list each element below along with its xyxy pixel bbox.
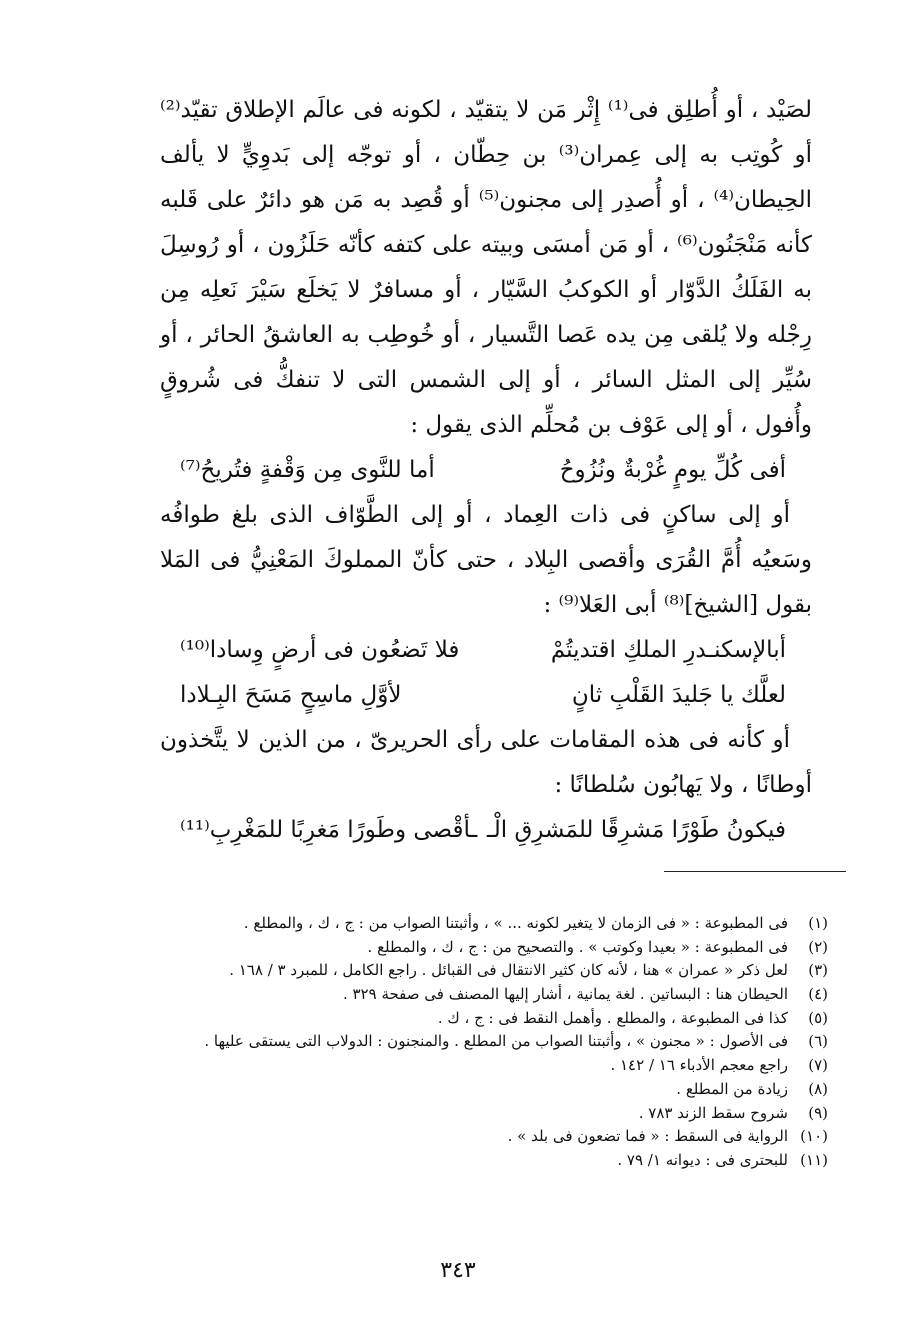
verse-hemistich-left: فلا تَضعُون فى أرضٍ وِسادا⁽¹⁰⁾ bbox=[180, 637, 460, 663]
footnote-text: الحيطان هنا : البساتين . لغة يمانية ، أشار إليها المصنف فى صفحة ٣٢٩ . bbox=[342, 985, 788, 1004]
footnote-text: فى المطبوعة : « بعيدا وكوتب » . والتصحيح من : ج ، ك ، والمطلع . bbox=[367, 937, 788, 956]
verse-hemistich-right: فيكونُ طَوْرًا مَشرِقًا للمَشرِقِ الْـ bbox=[487, 817, 786, 843]
footnotes-list bbox=[150, 912, 828, 1173]
footnote bbox=[150, 1102, 828, 1126]
footnote-text: الرواية فى السقط : « فما تضعون فى بلد » . bbox=[507, 1127, 788, 1146]
verse-hemistich-right: أفى كُلِّ يومٍ غُرْبةٌ ونُزُوحُ bbox=[559, 457, 786, 483]
footnote bbox=[150, 936, 828, 960]
verse-line bbox=[160, 628, 812, 673]
footnote-number: (٦) bbox=[808, 1032, 828, 1051]
footnote bbox=[150, 983, 828, 1007]
text-line: ولا يَهابُون سُلطانًا : bbox=[554, 772, 734, 798]
verse-hemistich-right: لعلَّك يا جَليدَ القَلْبِ ثانٍ bbox=[571, 682, 786, 708]
text-line: لا يَخلَع سَيْرَ نَعلِه مِن رِجْله ولا يُلقى مِن يده عَصا التَّسيار ، أو خُوطِب به العاشقُ bbox=[160, 277, 812, 348]
footnote bbox=[150, 1125, 828, 1149]
text-line: الحائر ، أو سُيِّر إلى المثل السائر ، أو إلى الشمس التى لا تنفكُّ فى شُروقٍ وأُفول ، bbox=[160, 322, 812, 438]
footnote-text: شروح سقط الزند ٧٨٣ . bbox=[638, 1103, 788, 1122]
footnote-text: زيادة من المطلع . bbox=[676, 1079, 788, 1098]
verse-line bbox=[160, 448, 812, 493]
footnote-text: لعل ذكر « عمران » هنا ، لأنه كان كثير الانتقال فى القبائل . راجع الكامل ، للمبرد ٣ / ١٦٨ . bbox=[229, 961, 788, 980]
footnote-text: راجع معجم الأدباء ١٦ / ١٤٢ . bbox=[610, 1056, 788, 1075]
footnote bbox=[150, 912, 828, 936]
footnote-text: فى المطبوعة : « فى الزمان لا يتغير لكونه ... » ، وأثبتنا الصواب من : ج ، ك ، والمطلع . bbox=[243, 914, 788, 932]
verse-line bbox=[160, 673, 812, 718]
text-line: أو كأنه فى هذه المقامات على رأى الحريرىّ ، من الذين لا يتَّخذون أوطانًا ، bbox=[160, 727, 812, 798]
footnote-number: (٢) bbox=[808, 937, 828, 956]
footnote bbox=[150, 959, 828, 983]
footnote-text: كذا فى المطبوعة ، والمطلع . وأهمل النقط فى : ج ، ك . bbox=[437, 1008, 788, 1027]
text-line: على كتفه كأنّه حَلَزُون ، أو رُوسِلَ به الفَلَكُ الدَّوّار أو الكوكبُ السَّيّار ، أو مسافرٌ bbox=[160, 232, 813, 303]
verse-hemistich-left: أما للنَّوى مِن وَقْفةٍ فتُريحُ⁽⁷⁾ bbox=[180, 457, 435, 483]
footnote-divider bbox=[664, 871, 846, 872]
footnote-text: فى الأصول : « مجنون » ، وأثبتنا الصواب من المطلع . والمنجنون : الدولاب التى يستقى عليها . bbox=[204, 1032, 788, 1051]
footnote-number: (٩) bbox=[808, 1103, 828, 1122]
main-text bbox=[160, 88, 812, 853]
text-line: به إلى عِمران⁽³⁾ بن حِطّان ، أو توجّه إلى بَدوِيٍّ لا يألف الحِيطان⁽⁴⁾ ، أو أُصدِر bbox=[160, 142, 812, 213]
text-line: إلى مجنون⁽⁵⁾ أو قُصِد به مَن هو دائرٌ على قَلبه كأنه مَنْجَنُون⁽⁶⁾ ، أو مَن أمسَى وبيته bbox=[160, 187, 813, 258]
footnote-text: للبحترى فى : ديوانه ١/ ٧٩ . bbox=[617, 1150, 788, 1169]
footnote-number: (٣) bbox=[808, 961, 828, 980]
verse-line bbox=[160, 808, 812, 853]
footnote-number: (١٠) bbox=[800, 1127, 828, 1146]
text-line: وأقصى البِلاد ، حتى كأنّ المملوكَ المَعْنِيُّ فى المَلا بقول [الشيخ]⁽⁸⁾ أبى bbox=[160, 547, 812, 618]
footnote bbox=[150, 1007, 828, 1031]
footnote-number: (٧) bbox=[808, 1056, 828, 1075]
footnote-number: (٥) bbox=[808, 1008, 828, 1027]
text-line: العَلا⁽⁹⁾ : bbox=[543, 592, 618, 618]
verse-hemistich-left: ـأقْصى وطَورًا مَغرِبًا للمَغْرِبِ⁽¹¹⁾ bbox=[180, 817, 478, 843]
verse-hemistich-right: أبالإسكنـدرِ الملكِ اقتديتُمْ bbox=[550, 637, 786, 663]
footnote-number: (٨) bbox=[808, 1079, 828, 1098]
footnote bbox=[150, 1149, 828, 1173]
paragraph-3 bbox=[160, 718, 812, 808]
footnote-number: (١١) bbox=[800, 1150, 828, 1169]
text-line: لصَيْد ، أو أُطلِق فى⁽¹⁾ إِثْر مَن لا يتقيّد ، لكونه فى عالَم الإطلاق تقيّد⁽²⁾ أو كُوتِب bbox=[160, 97, 813, 168]
text-line: أو إلى عَوْف بن مُحلِّم الذى يقول : bbox=[410, 412, 733, 438]
footnote-number: (١) bbox=[808, 914, 828, 932]
paragraph-1 bbox=[160, 88, 812, 448]
footnote bbox=[150, 1030, 828, 1054]
verse-hemistich-left: لأوَّلِ ماسِحٍ مَسَحَ البِـلادا bbox=[180, 682, 402, 708]
text-line: أو إلى ساكنٍ فى ذات العِماد ، أو إلى الطَّوّاف الذى بلغ طوافُه وسَعيُه أُمَّ القُرَى bbox=[160, 502, 812, 573]
footnote bbox=[150, 1054, 828, 1078]
paragraph-2 bbox=[160, 493, 812, 628]
footnote bbox=[150, 1078, 828, 1102]
footnote-number: (٤) bbox=[808, 985, 828, 1004]
page-number: ٣٤٣ bbox=[440, 1258, 476, 1283]
